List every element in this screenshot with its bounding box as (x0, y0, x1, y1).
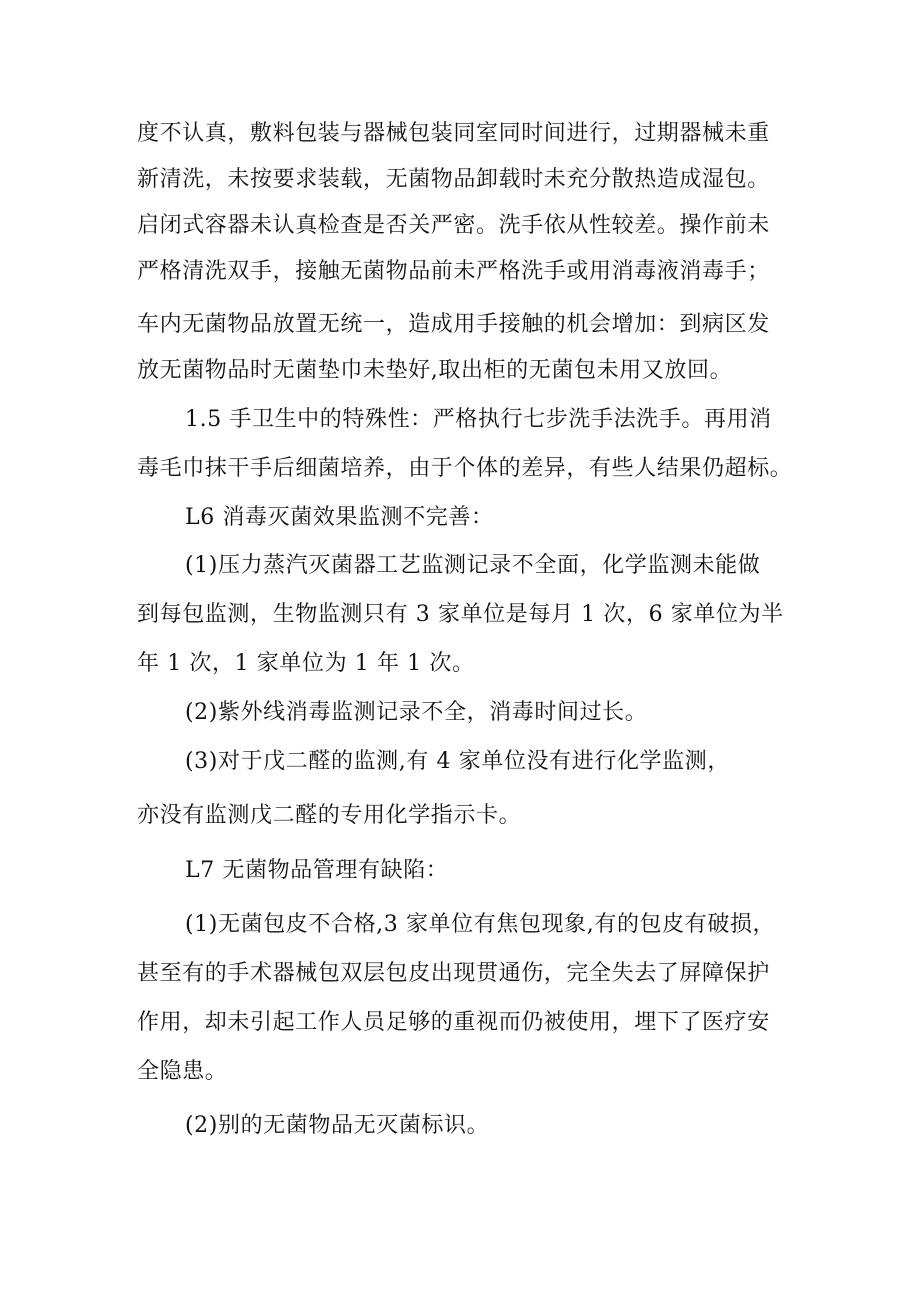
text-line: 严格清洗双手，接触无菌物品前未严格洗手或用消毒液消毒手； (137, 259, 770, 284)
text-line: (2)别的无菌物品无灭菌标识。 (185, 1113, 490, 1138)
text-line: 年 1 次，1 家单位为 1 年 1 次。 (137, 651, 475, 676)
text-line: 车内无菌物品放置无统一，造成用手接触的机会增加：到病区发 (137, 312, 770, 337)
section-heading: L7 无菌物品管理有缺陷： (185, 858, 449, 883)
text-line: 亦没有监测戊二醛的专用化学指示卡。 (137, 803, 522, 828)
text-line: 甚至有的手术器械包双层包皮出现贯通伤，完全失去了屏障保护 (137, 961, 770, 986)
text-line: (1)无菌包皮不合格,3 家单位有焦包现象,有的包皮有破损， (185, 912, 776, 937)
section-heading: L6 消毒灭菌效果监测不完善： (185, 505, 494, 530)
text-line: 作用，却未引起工作人员足够的重视而仍被使用，埋下了医疗安 (137, 1010, 770, 1035)
text-line: (2)紫外线消毒监测记录不全，消毒时间过长。 (185, 700, 648, 725)
text-line: 放无菌物品时无菌垫巾未垫好,取出柜的无菌包未用又放回。 (137, 358, 733, 383)
text-line: 1.5 手卫生中的特殊性：严格执行七步洗手法洗手。再用消 (185, 407, 772, 432)
text-line: 新清洗，未按要求装载，无菌物品卸载时未充分散热造成湿包。 (137, 167, 770, 192)
text-line: (3)对于戊二醛的监测,有 4 家单位没有进行化学监测， (185, 749, 730, 774)
text-line: (1)压力蒸汽灭菌器工艺监测记录不全面，化学监测未能做 (185, 553, 761, 578)
text-line: 度不认真，敷料包装与器械包装同室同时间进行，过期器械未重 (137, 121, 770, 146)
text-line: 启闭式容器未认真检查是否关严密。洗手依从性较差。操作前未 (137, 213, 770, 238)
text-line: 全隐患。 (137, 1059, 228, 1084)
text-line: 毒毛巾抹干手后细菌培养，由于个体的差异，有些人结果仍超标。 (137, 456, 793, 481)
text-line: 到每包监测，生物监测只有 3 家单位是每月 1 次，6 家单位为半 (137, 602, 784, 627)
